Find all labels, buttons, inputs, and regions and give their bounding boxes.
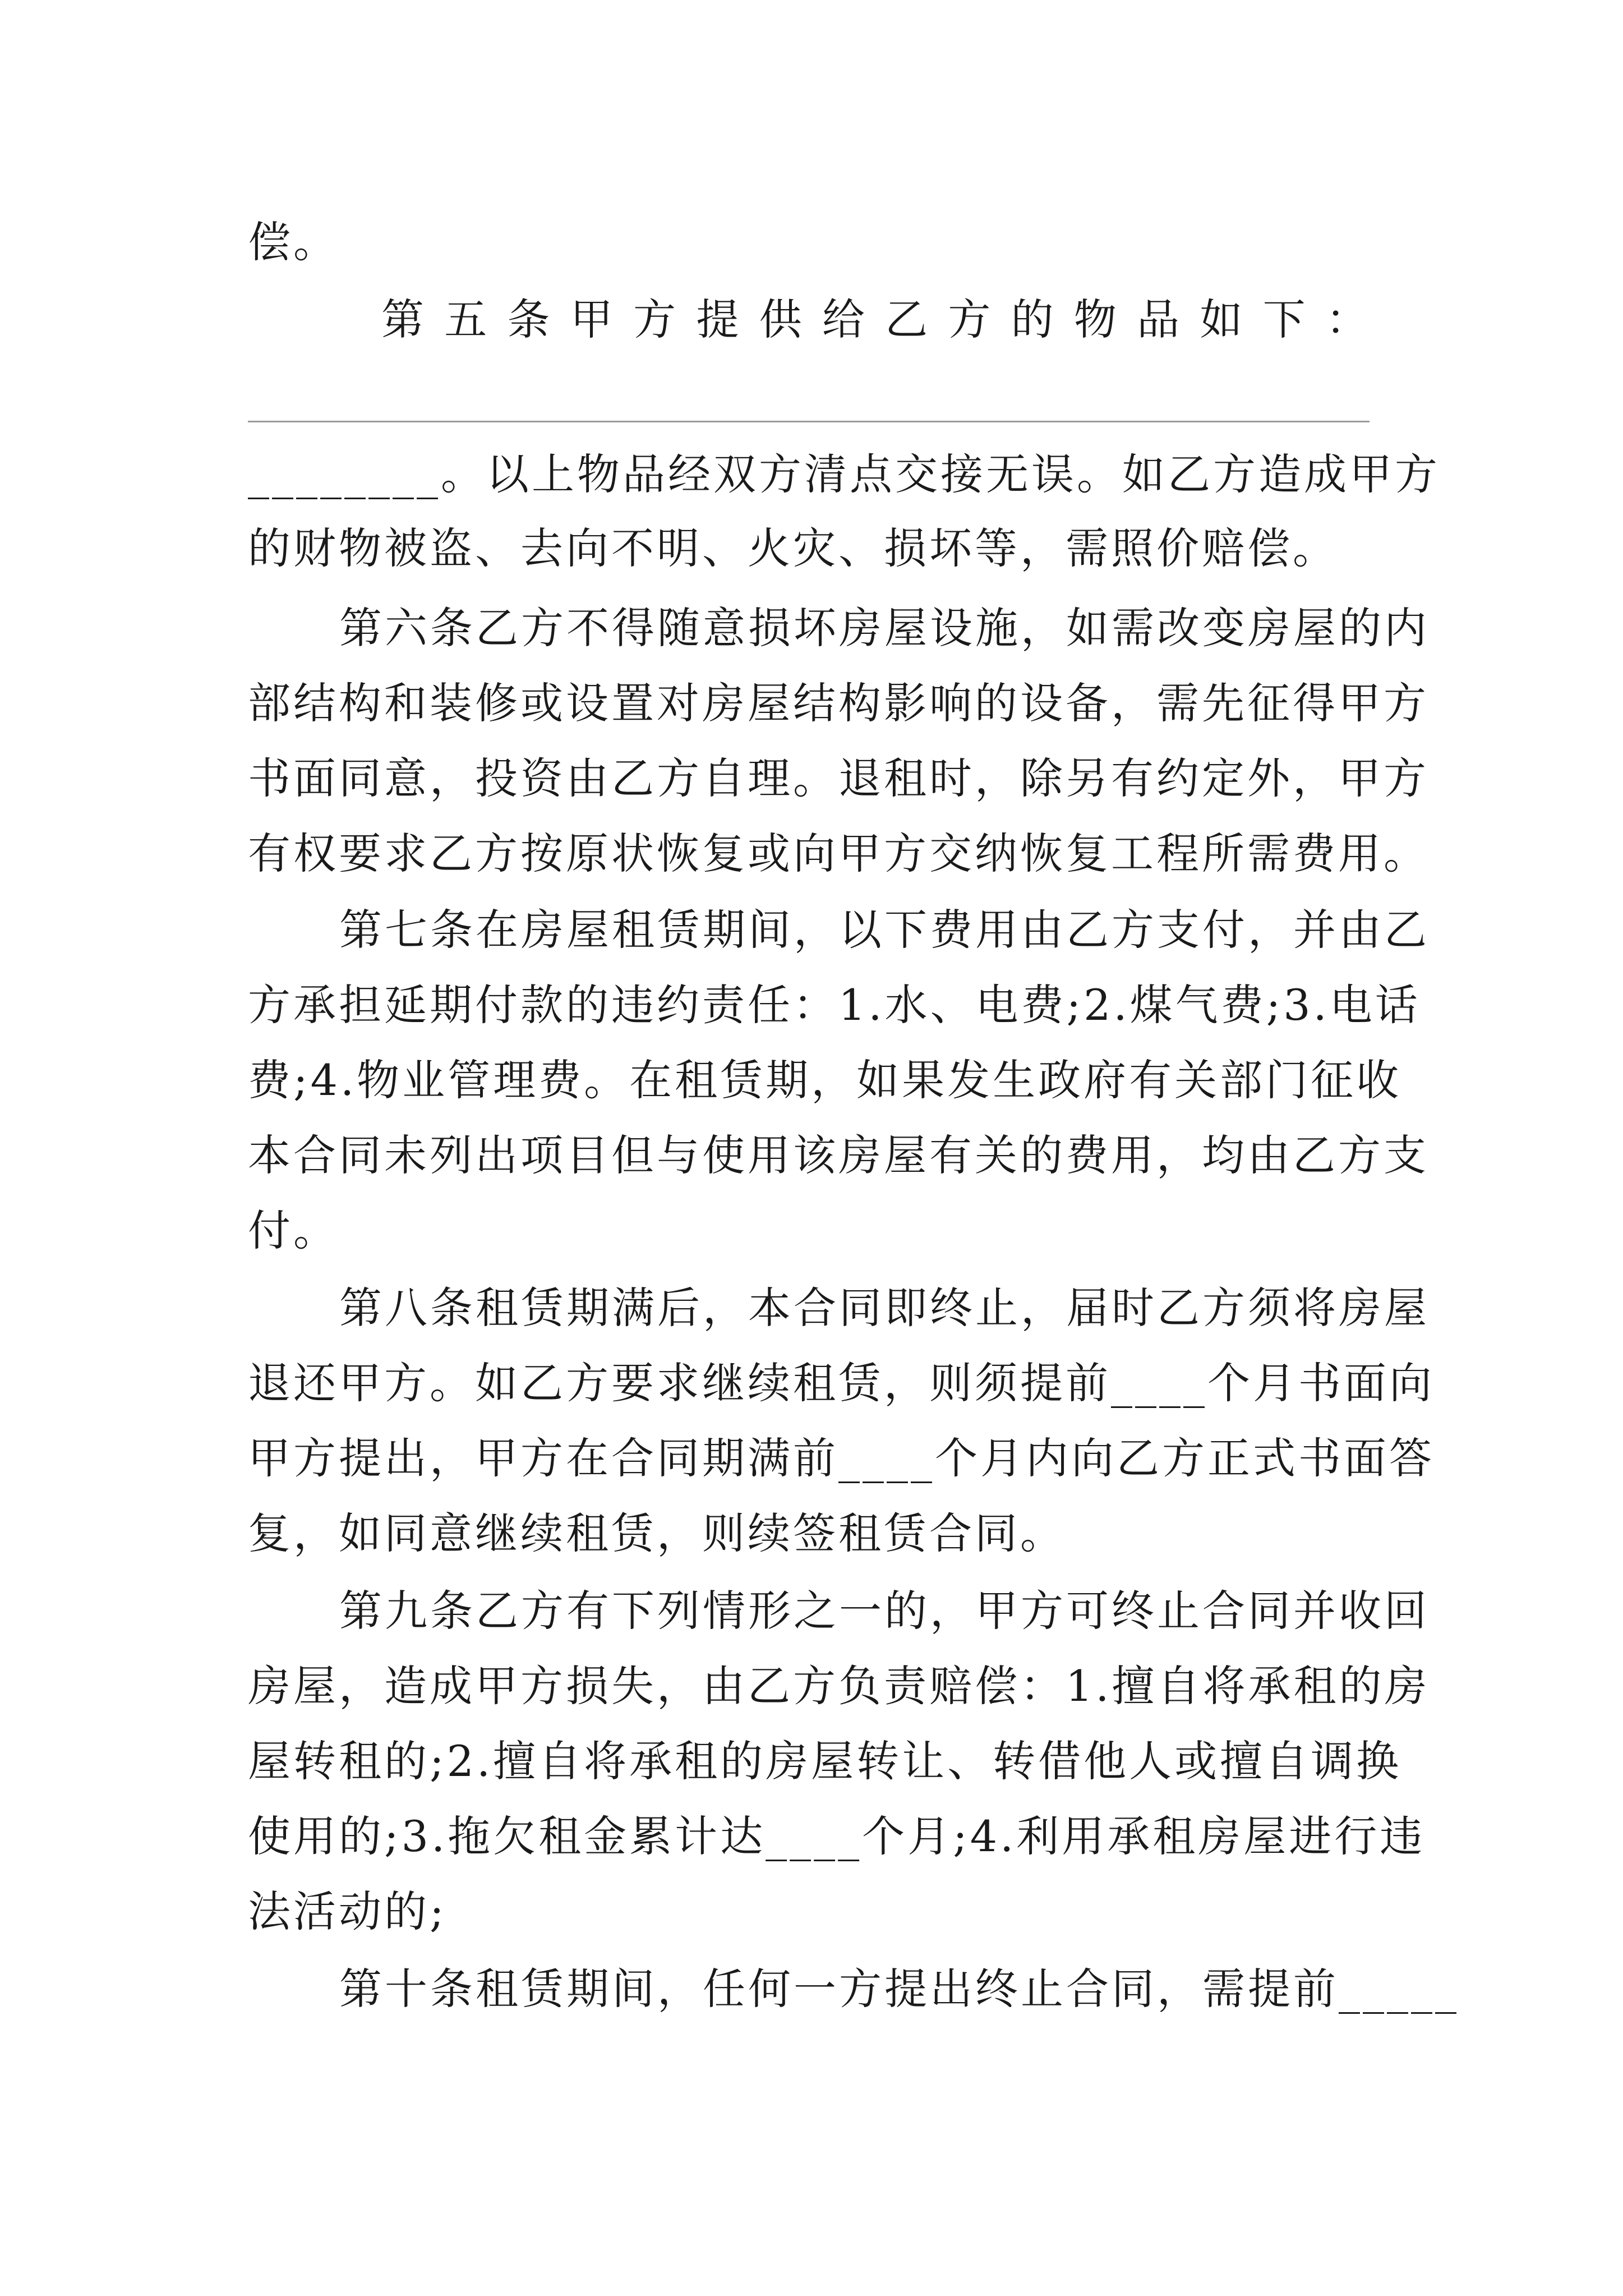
heading-char: 方 (948, 295, 991, 344)
text-line: 复，如同意继续租赁，则续签租赁合同。 (248, 1508, 1066, 1558)
article-5-heading (381, 292, 1368, 348)
text-line: 屋转租的;2.擅自将承租的房屋转让、转借他人或擅自调换 (248, 1736, 1402, 1786)
text-line: 使用的;3.拖欠租金累计达____个月;4.利用承租房屋进行违 (248, 1811, 1426, 1861)
paragraph-first-line: 第十条租赁期间，任何一方提出终止合同，需提前_____ (339, 1964, 1459, 2014)
fill-in-blank-rule (248, 421, 1370, 422)
text-line: 有权要求乙方按原状恢复或向甲方交纳恢复工程所需费用。 (248, 829, 1429, 878)
heading-char: 条 (507, 295, 550, 344)
heading-char: 第 (381, 295, 424, 344)
text-line: 费;4.物业管理费。在租赁期，如果发生政府有关部门征收 (248, 1055, 1402, 1105)
heading-char: 给 (822, 295, 865, 344)
text-line: 偿。 (248, 217, 339, 267)
heading-char: 乙 (885, 295, 928, 344)
heading-char: 提 (696, 295, 739, 344)
paragraph-first-line: 第八条租赁期满后，本合同即终止，届时乙方须将房屋 (339, 1283, 1430, 1333)
text-line: ________。以上物品经双方清点交接无误。如乙方造成甲方 (248, 449, 1440, 499)
heading-char: 供 (759, 295, 802, 344)
paragraph-first-line: 第七条在房屋租赁期间，以下费用由乙方支付，并由乙 (339, 905, 1430, 955)
heading-char: 的 (1011, 295, 1054, 344)
heading-char: 五 (444, 295, 487, 344)
heading-char: ： (1325, 295, 1368, 344)
paragraph-first-line: 第九条乙方有下列情形之一的，甲方可终止合同并收回 (339, 1586, 1430, 1636)
heading-char: 物 (1073, 295, 1117, 344)
text-line: 的财物被盗、去向不明、火灾、损坏等，需照价赔偿。 (248, 523, 1338, 573)
text-line: 部结构和装修或设置对房屋结构影响的设备，需先征得甲方 (248, 678, 1429, 728)
heading-char: 品 (1137, 295, 1180, 344)
heading-char: 下 (1262, 295, 1306, 344)
text-line: 方承担延期付款的违约责任：1.水、电费;2.煤气费;3.电话 (248, 980, 1421, 1030)
heading-char: 甲 (570, 295, 613, 344)
paragraph-first-line: 第六条乙方不得随意损坏房屋设施，如需改变房屋的内 (339, 603, 1430, 653)
text-line: 法活动的; (248, 1887, 447, 1936)
heading-char: 如 (1200, 295, 1243, 344)
text-line: 甲方提出，甲方在合同期满前____个月内向乙方正式书面答 (248, 1433, 1435, 1483)
text-line: 退还甲方。如乙方要求继续租赁，则须提前____个月书面向 (248, 1358, 1435, 1408)
text-line: 房屋，造成甲方损失，由乙方负责赔偿：1.擅自将承租的房 (248, 1661, 1430, 1711)
text-line: 付。 (248, 1205, 339, 1255)
text-line: 本合同未列出项目但与使用该房屋有关的费用，均由乙方支 (248, 1130, 1429, 1180)
heading-char: 方 (633, 295, 676, 344)
text-line: 书面同意，投资由乙方自理。退租时，除另有约定外，甲方 (248, 753, 1429, 803)
